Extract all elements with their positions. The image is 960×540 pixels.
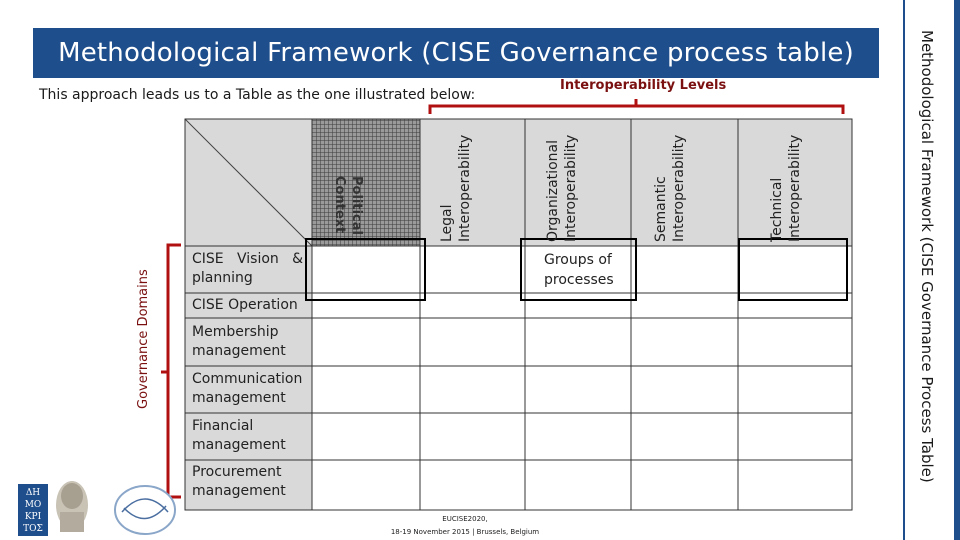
interoperability-levels-label: Interoperability Levels — [560, 78, 727, 93]
governance-bracket — [161, 245, 181, 497]
row-label-financial: Financial management — [192, 418, 286, 453]
bust-image — [56, 481, 88, 532]
democritus-logo: ΔΗ ΜΟ ΚΡΙ ΤΟΣ — [18, 484, 48, 536]
footer-event: EUCISE2020, — [442, 515, 488, 523]
row-label-membership: Membership management — [192, 324, 286, 359]
footer-date-location: 18-19 November 2015 | Brussels, Belgium — [390, 528, 540, 536]
intro-text: This approach leads us to a Table as the one illustrated below: — [39, 87, 476, 103]
column-label-technical: Technical Interoperability — [769, 134, 803, 242]
groups-of-processes-label: Groups of processes — [544, 252, 614, 288]
footer — [360, 513, 570, 539]
slide-title: Methodological Framework (CISE Governance process table) — [58, 38, 854, 68]
table-header-background — [185, 119, 852, 246]
political-context-body — [313, 247, 420, 510]
row-label-procurement: Procurement management — [192, 464, 286, 499]
row-label-communication: Communication management — [192, 371, 303, 406]
column-label-semantic: Semantic Interoperability — [653, 134, 687, 242]
row-label-cise-operation: CISE Operation — [192, 297, 298, 313]
eucise-logo — [115, 486, 175, 534]
interoperability-brace — [430, 99, 843, 114]
political-context-label: Political Context — [332, 176, 364, 235]
political-context-column — [312, 119, 420, 246]
side-title: Methodological Framework (CISE Governance Process Table) — [918, 30, 936, 483]
row-label-vision-planning: CISE Vision & planning — [192, 251, 308, 286]
governance-domains-label: Governance Domains — [136, 269, 151, 409]
column-label-organizational: Organizational Interoperability — [545, 134, 579, 242]
column-label-legal: Legal Interoperability — [439, 134, 473, 242]
highlight-box-technical — [739, 239, 847, 300]
